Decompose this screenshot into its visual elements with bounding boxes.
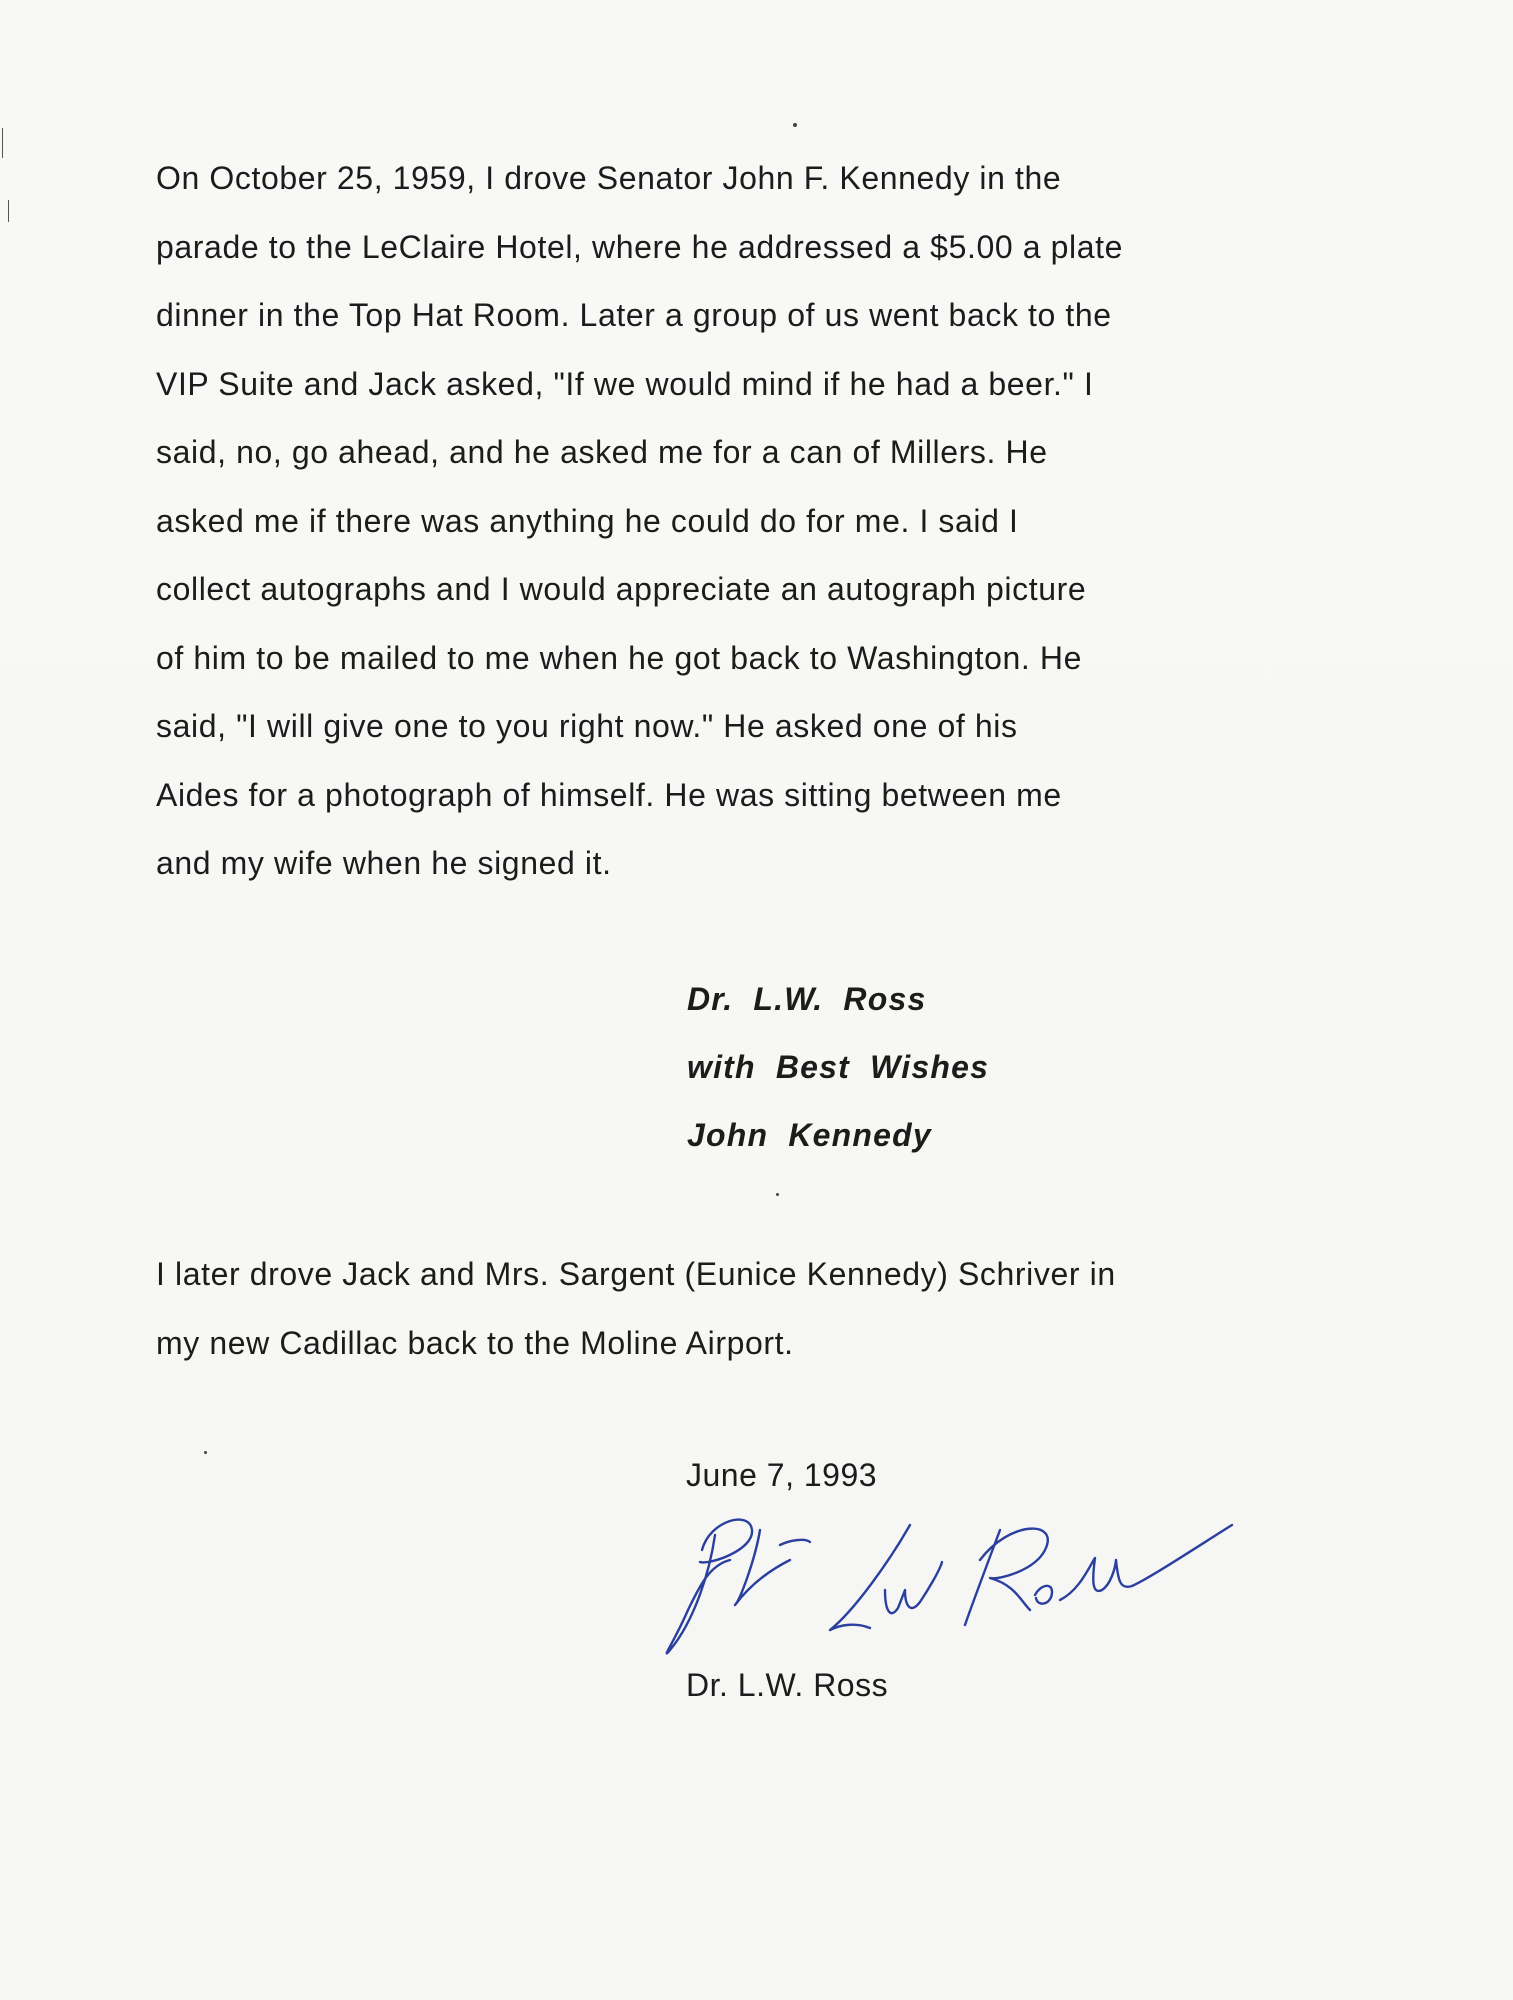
paragraph-line: said, "I will give one to you right now." He asked one of his	[156, 708, 1018, 744]
paragraph-line: dinner in the Top Hat Room. Later a group of us went back to the	[156, 297, 1112, 333]
story-paragraph	[156, 144, 1306, 898]
paragraph-line: VIP Suite and Jack asked, "If we would mind if he had a beer." I	[156, 365, 1094, 402]
paragraph-line: my new Cadillac back to the Moline Airport.	[156, 1324, 794, 1361]
handwritten-signature	[640, 1490, 1240, 1660]
paragraph-line: said, no, go ahead, and he asked me for a can of Millers. He	[156, 434, 1048, 470]
paragraph-line: and my wife when he signed it.	[156, 845, 612, 881]
paragraph-line: I later drove Jack and Mrs. Sargent (Eunice Kennedy) Schriver in	[156, 1256, 1116, 1292]
paper-speck	[793, 123, 797, 127]
margin-mark	[2, 128, 9, 158]
paper-speck	[776, 1193, 779, 1196]
margin-mark	[8, 200, 15, 222]
signer-name: Dr. L.W. Ross	[686, 1667, 889, 1703]
paper-speck	[204, 1451, 207, 1454]
paragraph-line: of him to be mailed to me when he got back to Washington. He	[156, 639, 1082, 676]
paragraph-line: parade to the LeClaire Hotel, where he addressed a $5.00 a plate	[156, 228, 1124, 265]
autograph-inscription	[687, 965, 989, 1169]
paragraph-line: On October 25, 1959, I drove Senator John F. Kennedy in the	[156, 160, 1062, 196]
closing-paragraph	[156, 1240, 1306, 1377]
paragraph-line: Aides for a photograph of himself. He was sitting between me	[156, 776, 1062, 813]
inscription-line: Dr. L.W. Ross	[687, 981, 927, 1017]
paragraph-line: collect autographs and I would appreciate an autograph picture	[156, 571, 1087, 607]
paragraph-line: asked me if there was anything he could do for me. I said I	[156, 502, 1019, 539]
inscription-line: with Best Wishes	[687, 1049, 990, 1085]
inscription-line: John Kennedy	[687, 1117, 932, 1153]
letter-date: June 7, 1993	[686, 1457, 878, 1493]
